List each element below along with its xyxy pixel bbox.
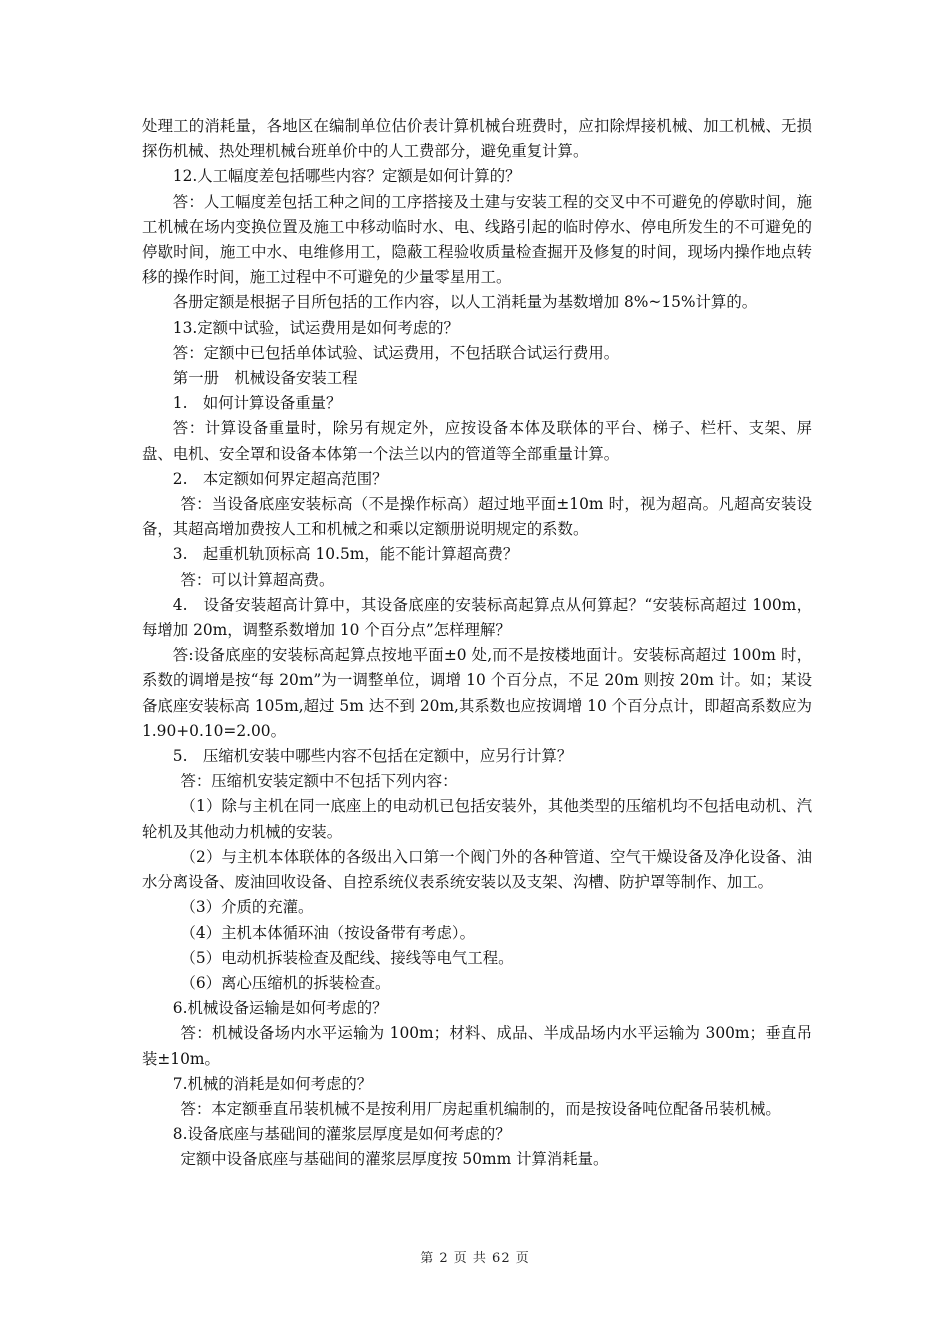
question-1: 1. 如何计算设备重量？ (172, 394, 342, 413)
answer-5: 答：压缩机安装定额中不包括下列内容： (180, 772, 458, 791)
answer-6: 答：机械设备场内水平运输为 100m；材料、成品、半成品场内水平运输为 300m；垂直吊装±10m。 (142, 1024, 812, 1068)
answer-12-note: 各册定额是根据子目所包括的工作内容，以人工消耗量为基数增加 8%~15%计算的。 (172, 293, 758, 312)
answer-5-item-2: （2）与主机本体联体的各级出入口第一个阀门外的各种管道、空气干燥设备及净化设备、油水分离设备、废油回收设备、自控系统仪表系统安装以及支架、沟槽、防护罩等制作、加工。 (142, 847, 812, 892)
page-body (142, 114, 812, 1173)
answer-5-item-6: （6）离心压缩机的拆装检查。 (180, 973, 391, 992)
answer-1: 答：计算设备重量时，除另有规定外，应按设备本体及联体的平台、梯子、栏杆、支架、屏盘、电机、安全罩和设备本体第一个法兰以内的管道等全部重量计算。 (142, 419, 812, 463)
question-5: 5. 压缩机安装中哪些内容不包括在定额中，应另行计算？ (172, 747, 573, 766)
question-13: 13.定额中试验，试运费用是如何考虑的？ (172, 318, 459, 337)
paragraph-continuation: 处理工的消耗量，各地区在编制单位估价表计算机械台班费时，应扣除焊接机械、加工机械、无损探伤机械、热处理机械台班单价中的人工费部分，避免重复计算。 (142, 117, 812, 161)
answer-7: 答：本定额垂直吊装机械不是按利用厂房起重机编制的，而是按设备吨位配备吊装机械。 (180, 1099, 781, 1118)
question-7: 7.机械的消耗是如何考虑的？ (172, 1074, 373, 1093)
question-6: 6.机械设备运输是如何考虑的？ (172, 999, 388, 1018)
question-12: 12.人工幅度差包括哪些内容？定额是如何计算的？ (172, 167, 521, 186)
answer-5-item-5: （5）电动机拆装检查及配线、接线等电气工程。 (180, 948, 514, 967)
answer-5-item-4: （4）主机本体循环油（按设备带有考虑）。 (180, 923, 476, 942)
answer-2: 答：当设备底座安装标高（不是操作标高）超过地平面±10m 时，视为超高。凡超高安装设备，其超高增加费按人工和机械之和乘以定额册说明规定的系数。 (142, 495, 812, 539)
answer-3: 答：可以计算超高费。 (180, 570, 335, 589)
answer-4: 答:设备底座的安装标高起算点按地平面±0 处,而不是按楼地面计。安装标高超过 100m 时，系数的调增是按“每 20m”为一调整单位，调增 10 个百分点，不足 20m 则按 20m 计。如；某设备底座安装标高 105m,超过 5m 达不到 20m,其系数也应按调增 10 个百分点计，即超高系数应为 1.90+0.10=2.00。 (142, 646, 812, 740)
question-3: 3. 起重机轨顶标高 10.5m，能不能计算超高费？ (172, 545, 519, 564)
question-2: 2. 本定额如何界定超高范围？ (172, 469, 388, 488)
question-4: 4. 设备安装超高计算中，其设备底座的安装标高起算点从何算起？“安装标高超过 100m，每增加 20m，调整系数增加 10 个百分点”怎样理解？ (142, 595, 812, 640)
answer-13: 答：定额中已包括单体试验、试运费用，不包括联合试运行费用。 (172, 343, 620, 362)
answer-8: 定额中设备底座与基础间的灌浆层厚度按 50mm 计算消耗量。 (180, 1150, 609, 1169)
answer-5-item-1: （1）除与主机在同一底座上的电动机已包括安装外，其他类型的压缩机均不包括电动机、汽轮机及其他动力机械的安装。 (142, 797, 812, 841)
answer-12: 答：人工幅度差包括工种之间的工序搭接及土建与安装工程的交叉中不可避免的停歇时间，施工机械在场内变换位置及施工中移动临时水、电、线路引起的临时停水、停电所发生的不可避免的停歇时间，施工中水、电维修用工，隐蔽工程验收质量检查掘开及修复的时间，现场内操作地点转移的操作时间，施工过程中不可避免的少量零星用工。 (142, 192, 812, 287)
section-heading: 第一册 机械设备安装工程 (172, 369, 358, 388)
question-8: 8.设备底座与基础间的灌浆层厚度是如何考虑的？ (172, 1125, 511, 1144)
answer-5-item-3: （3）介质的充灌。 (180, 898, 314, 917)
page-number-footer: 第 2 页 共 62 页 (420, 1251, 530, 1266)
